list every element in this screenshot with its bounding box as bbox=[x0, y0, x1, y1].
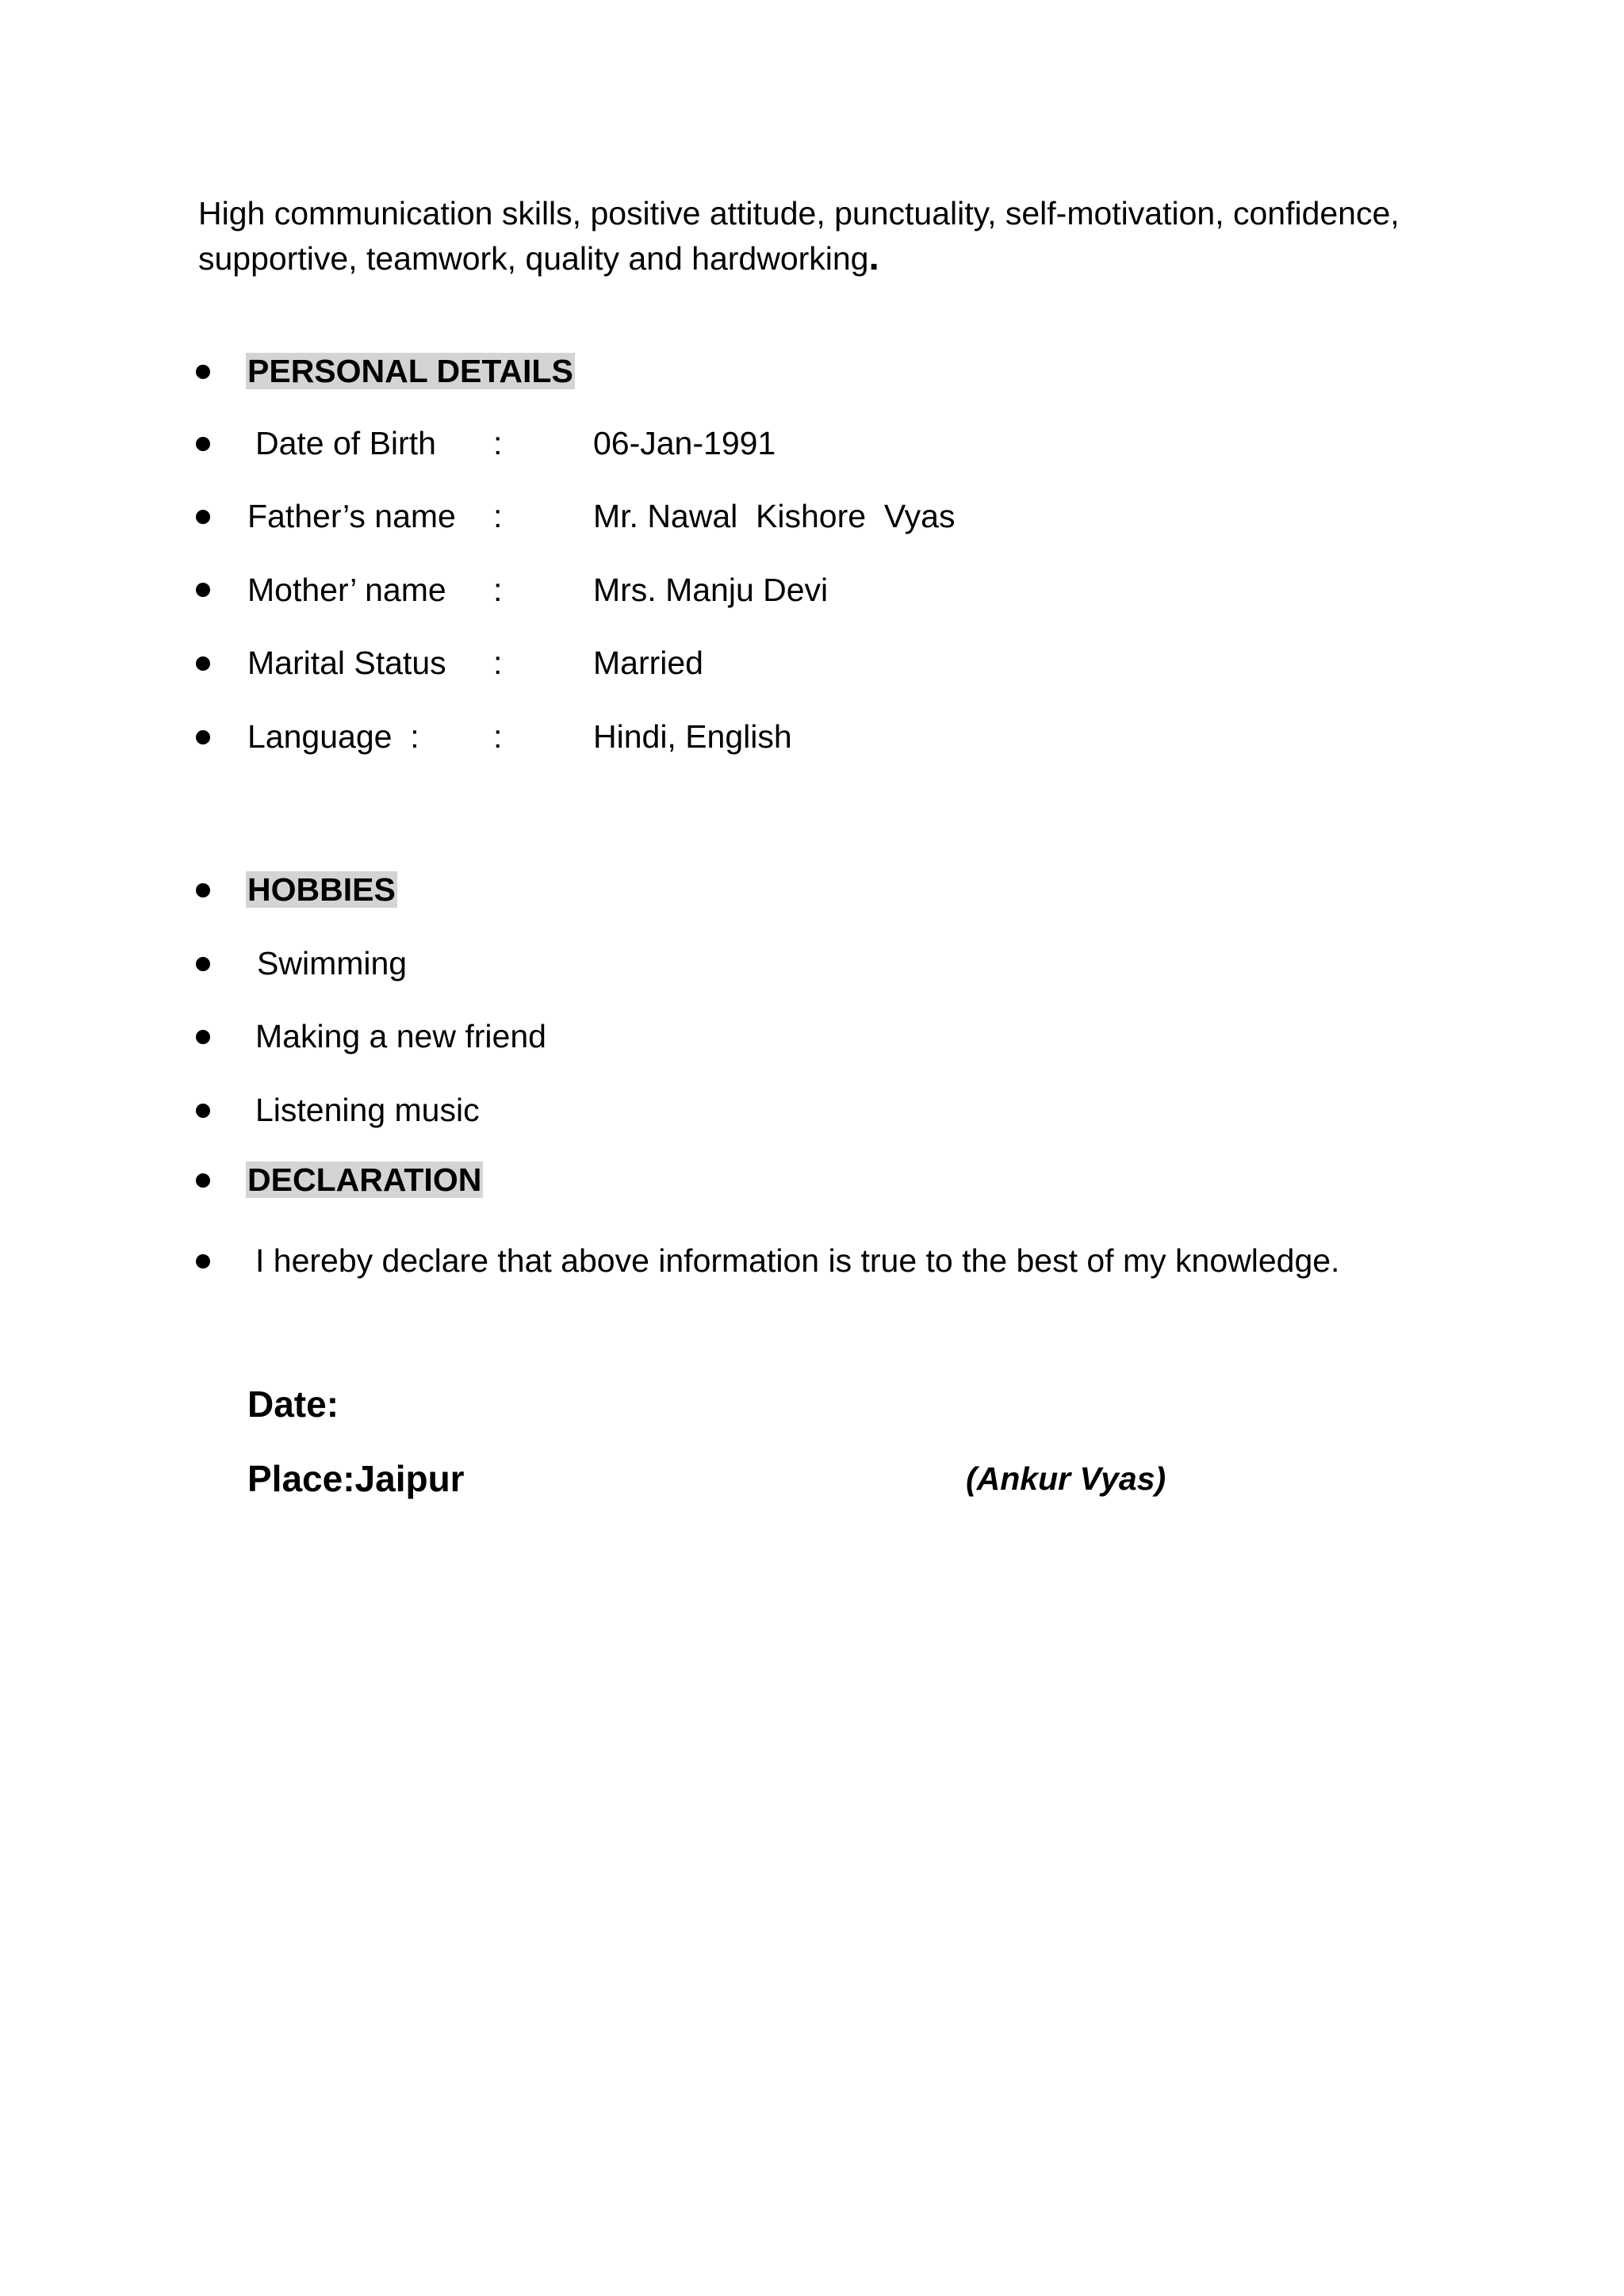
marital-status-colon: : bbox=[493, 645, 503, 681]
hobby-item: Making a new friend bbox=[255, 1018, 546, 1054]
language-value: Hindi, English bbox=[593, 718, 792, 755]
intro-period: . bbox=[868, 236, 879, 278]
bullet-icon bbox=[196, 365, 210, 379]
personal-details-heading: PERSONAL DETAILS bbox=[247, 353, 573, 389]
father-name-label: Father’s name bbox=[247, 498, 456, 534]
mother-name-label: Mother’ name bbox=[247, 572, 446, 608]
bullet-icon bbox=[196, 1104, 210, 1118]
signature-name: (Ankur Vyas) bbox=[966, 1460, 1166, 1497]
father-name-colon: : bbox=[493, 498, 503, 534]
bullet-icon bbox=[196, 883, 210, 897]
bullet-icon bbox=[196, 730, 210, 744]
bullet-icon bbox=[196, 437, 210, 451]
dob-value: 06-Jan-1991 bbox=[593, 425, 776, 461]
declaration-text: I hereby declare that above information is true to the best of my knowledge. bbox=[255, 1242, 1340, 1279]
dob-colon: : bbox=[493, 425, 503, 461]
bullet-icon bbox=[196, 957, 210, 971]
place-line bbox=[247, 1456, 465, 1502]
hobby-item: Listening music bbox=[255, 1092, 480, 1128]
language-label: Language : bbox=[247, 718, 419, 755]
hobbies-heading: HOBBIES bbox=[247, 871, 396, 908]
hobby-item: Swimming bbox=[257, 945, 408, 982]
marital-status-label: Marital Status bbox=[247, 645, 446, 681]
father-name-value: Mr. Nawal Kishore Vyas bbox=[593, 498, 956, 534]
bullet-icon bbox=[196, 656, 210, 671]
place-value: Jaipur bbox=[354, 1458, 465, 1499]
dob-label: Date of Birth bbox=[255, 425, 436, 461]
mother-name-value: Mrs. Manju Devi bbox=[593, 572, 829, 608]
bullet-icon bbox=[196, 583, 210, 597]
marital-status-value: Married bbox=[593, 645, 703, 681]
bullet-icon bbox=[196, 1173, 210, 1188]
place-label: Place: bbox=[247, 1458, 355, 1499]
intro-paragraph bbox=[198, 192, 1451, 281]
mother-name-colon: : bbox=[493, 572, 503, 608]
bullet-icon bbox=[196, 510, 210, 524]
language-colon: : bbox=[493, 718, 503, 755]
bullet-icon bbox=[196, 1254, 210, 1269]
declaration-heading: DECLARATION bbox=[247, 1161, 482, 1198]
date-label: Date: bbox=[247, 1383, 339, 1425]
intro-text: High communication skills, positive attitude, punctuality, self-motivation, confidence, supportive, teamwork, quality and hardworking bbox=[198, 195, 1400, 277]
bullet-icon bbox=[196, 1030, 210, 1044]
